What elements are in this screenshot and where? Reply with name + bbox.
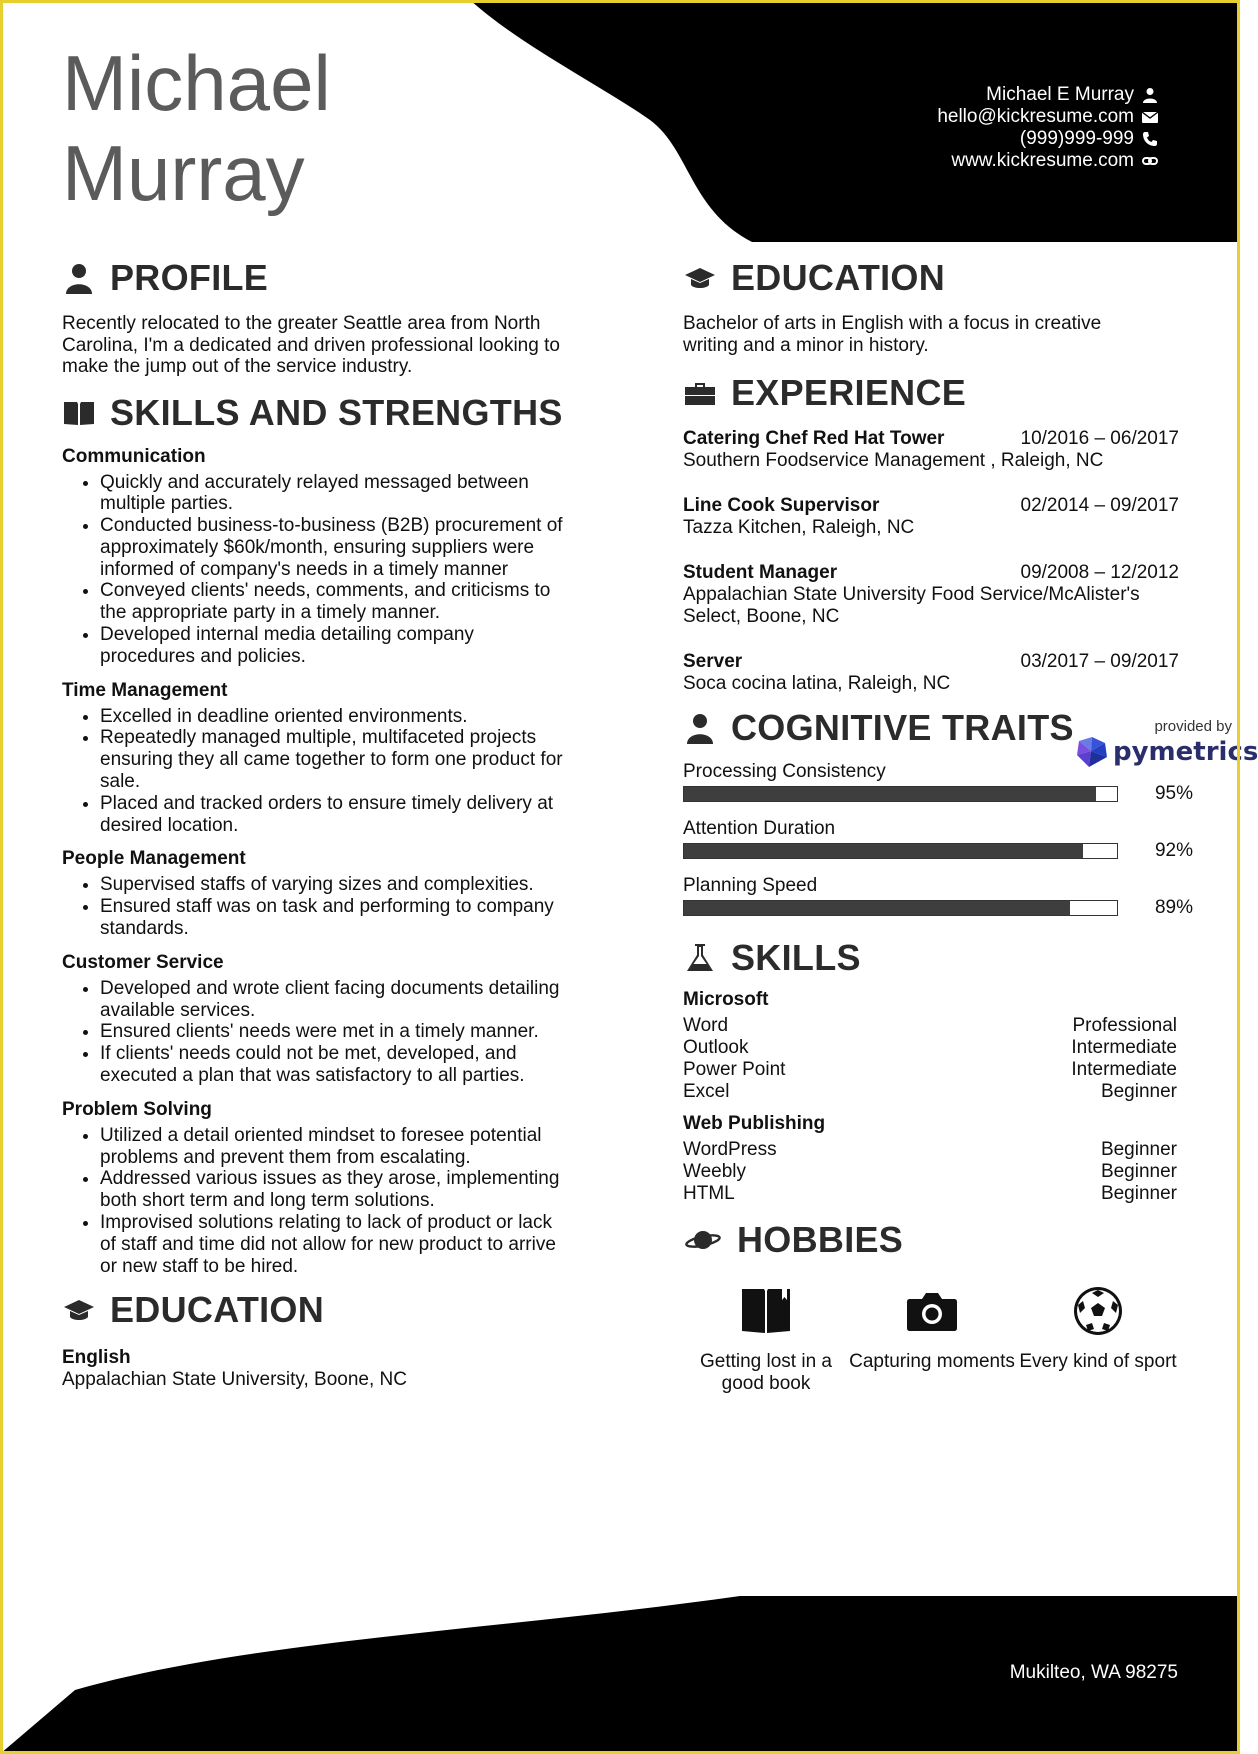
contact-block [937,84,1158,172]
trait-bar-fill [684,844,1083,858]
profile-text: Recently relocated to the greater Seattle area from North Carolina, I'm a dedicated and driven professional looking to make the jump out of the service industry. [62,313,560,377]
contact-name-row [937,84,1158,106]
experience-item [683,651,1193,695]
experience-dates: 02/2014 – 09/2017 [1020,495,1179,516]
contact-phone[interactable]: (999)999-999 [1019,128,1134,149]
contact-phone-row [937,128,1158,150]
provided-by-text: provided by [1154,718,1232,735]
trait-percent: 92% [1154,840,1193,861]
experience-item [683,495,1193,539]
skill-level: Beginner [1100,1081,1177,1102]
contact-email-row [937,106,1158,128]
education-right-title: EDUCATION [731,257,946,298]
skill-name: Word [683,1015,729,1036]
skills-title: SKILLS [731,937,861,978]
experience-dates: 09/2008 – 12/2012 [1020,562,1179,583]
skill-level: Intermediate [1071,1037,1177,1058]
experience-title: EXPERIENCE [731,372,967,413]
pymetrics-logo-icon [1075,735,1109,769]
strength-list [62,874,572,939]
trait-row [683,897,1193,919]
education-left-heading [62,1287,572,1333]
strength-group [62,848,572,939]
strength-item: • Placed and tracked orders to ensure timely delivery at desired location. [100,793,572,837]
strength-group-title: People Management [62,848,246,870]
trait-bar [683,843,1118,859]
education-left-title: EDUCATION [110,1289,325,1331]
experience-role: Catering Chef Red Hat Tower [683,428,945,449]
contact-name: Michael E Murray [986,84,1134,105]
experience-role: Student Manager [683,562,838,583]
trait-item [683,875,1193,919]
strength-item: • Improvised solutions relating to lack of product or lack of staff and time did not allow for new product to arrive or new staff to be hired. [100,1212,572,1277]
trait-row [683,783,1193,805]
experience-place: Soca cocina latina, Raleigh, NC [683,673,951,694]
strength-group [62,446,572,668]
skill-groups [683,989,1193,1205]
footer-address: Mukilteo, WA 98275 [1009,1662,1178,1683]
strength-list [62,472,572,668]
contact-email[interactable]: hello@kickresume.com [937,106,1134,127]
strength-item: • Excelled in deadline oriented environments. [100,706,572,728]
strength-group-title: Time Management [62,679,228,701]
hobbies-title: HOBBIES [737,1219,904,1260]
skill-level: Professional [1072,1015,1177,1036]
skill-group-title: Microsoft [683,989,769,1010]
skill-row [683,1037,1177,1059]
skill-level: Intermediate [1071,1059,1177,1080]
skill-name: Excel [683,1081,730,1102]
trait-item [683,818,1193,862]
experience-item [683,428,1193,472]
skill-name: Weebly [683,1161,747,1182]
briefcase-icon [683,376,717,410]
experience-list [683,428,1193,695]
envelope-icon [1142,109,1158,125]
book-icon [740,1285,792,1337]
person-icon [1142,87,1158,103]
link-icon [1142,153,1158,169]
skills-heading [683,935,1193,981]
planet-icon [683,1223,723,1257]
strength-groups [62,446,572,1278]
strength-list [62,706,572,837]
hobby-item [849,1285,1015,1395]
hobbies-heading [683,1217,1193,1263]
experience-dates: 03/2017 – 09/2017 [1020,651,1179,672]
hobby-list [683,1285,1193,1395]
strength-item: • Ensured staff was on task and performing to company standards. [100,896,572,940]
flask-icon [683,941,717,975]
strength-item: • Quickly and accurately relayed messaged between multiple parties. [100,472,572,516]
strength-item: • Developed and wrote client facing documents detailing available services. [100,978,572,1022]
strength-item: • Addressed various issues as they arose, implementing both short term and long term solutions. [100,1168,572,1212]
strength-group [62,952,572,1087]
trait-label: Processing Consistency [683,761,886,782]
skill-row [683,1015,1177,1037]
profile-title: PROFILE [110,257,269,298]
skills-strengths-title: SKILLS AND STRENGTHS [110,391,563,433]
experience-header [683,428,1179,450]
education-right-text: Bachelor of arts in English with a focus in creative writing and a minor in history. [683,313,1102,356]
profile-heading [62,255,572,301]
trait-label: Planning Speed [683,875,818,896]
skill-row [683,1081,1177,1103]
strength-group-title: Customer Service [62,951,224,973]
hobby-label: Every kind of sport [1019,1351,1177,1372]
trait-percent: 95% [1154,783,1193,804]
person-icon [683,711,717,745]
experience-heading [683,370,1193,416]
left-column [62,255,572,1391]
camera-icon [906,1285,958,1337]
right-column [683,255,1193,1395]
contact-website-row [937,150,1158,172]
skill-level: Beginner [1100,1183,1177,1204]
skill-name: HTML [683,1183,735,1204]
experience-dates: 10/2016 – 06/2017 [1020,428,1179,449]
experience-header [683,495,1179,517]
trait-bar [683,786,1118,802]
pymetrics-brand: pymetrics [1113,737,1258,767]
strength-item: • Conducted business-to-business (B2B) procurement of approximately $60k/month, ensuring suppliers were informed of company's needs in a timely manner [100,515,572,580]
education-right-heading [683,255,1193,301]
education-school: Appalachian State University, Boone, NC [62,1369,407,1391]
last-name: Murray [62,129,305,217]
skill-row [683,1059,1177,1081]
experience-role: Server [683,651,743,672]
experience-place: Tazza Kitchen, Raleigh, NC [683,517,915,538]
trait-label: Attention Duration [683,818,836,839]
experience-header [683,651,1179,673]
person-icon [62,261,96,295]
trait-bar-fill [684,787,1096,801]
skill-row [683,1139,1177,1161]
skill-group-title: Web Publishing [683,1113,826,1134]
contact-website[interactable]: www.kickresume.com [951,150,1134,171]
strength-item: • Supervised staffs of varying sizes and complexities. [100,874,572,896]
first-name: Michael [62,39,331,127]
strength-item: • If clients' needs could not be met, developed, and executed a plan that was satisfactory to all parties. [100,1043,572,1087]
skill-level: Beginner [1100,1161,1177,1182]
skill-level: Beginner [1100,1139,1177,1160]
hobby-label: Capturing moments [849,1351,1015,1372]
strength-item: • Ensured clients' needs were met in a timely manner. [100,1021,572,1043]
experience-place: Appalachian State University Food Service/McAlister's Select, Boone, NC [683,584,1140,627]
graduation-cap-icon [683,261,717,295]
education-degree: English [62,1347,131,1369]
hobby-item [1015,1285,1181,1395]
trait-bar [683,900,1118,916]
skill-row [683,1183,1177,1205]
trait-row [683,840,1193,862]
open-book-icon [62,396,96,430]
strength-list [62,978,572,1087]
skill-name: Outlook [683,1037,749,1058]
strength-list [62,1125,572,1278]
skill-name: Power Point [683,1059,786,1080]
strength-group [62,1099,572,1278]
experience-header [683,562,1179,584]
strength-group-title: Communication [62,445,206,467]
trait-bar-fill [684,901,1070,915]
hobby-item [683,1285,849,1395]
soccer-ball-icon [1072,1285,1124,1337]
phone-icon [1142,131,1158,147]
experience-item [683,562,1193,628]
candidate-name [62,38,331,218]
hobby-label: Getting lost in a good book [699,1351,833,1394]
strength-item: • Utilized a detail oriented mindset to foresee potential problems and prevent them from escalating. [100,1125,572,1169]
skill-group [683,989,1193,1103]
strength-item: • Developed internal media detailing company procedures and policies. [100,624,572,668]
strength-group-title: Problem Solving [62,1098,212,1120]
trait-list [683,761,1193,919]
experience-place: Southern Foodservice Management , Raleigh, NC [683,450,1104,471]
pymetrics-badge [1075,718,1258,769]
skill-group [683,1113,1193,1205]
skill-row [683,1161,1177,1183]
strength-item: • Conveyed clients' needs, comments, and criticisms to the appropriate party in a timely manner. [100,580,572,624]
strength-item: • Repeatedly managed multiple, multifaceted projects ensuring they all came together to form one product for sale. [100,727,572,792]
trait-percent: 89% [1154,897,1193,918]
experience-role: Line Cook Supervisor [683,495,880,516]
pymetrics-logo [1075,735,1258,769]
skills-strengths-heading [62,390,572,436]
cognitive-title: COGNITIVE TRAITS [731,707,1074,748]
graduation-cap-icon [62,1293,96,1327]
skill-name: WordPress [683,1139,777,1160]
strength-group [62,680,572,837]
